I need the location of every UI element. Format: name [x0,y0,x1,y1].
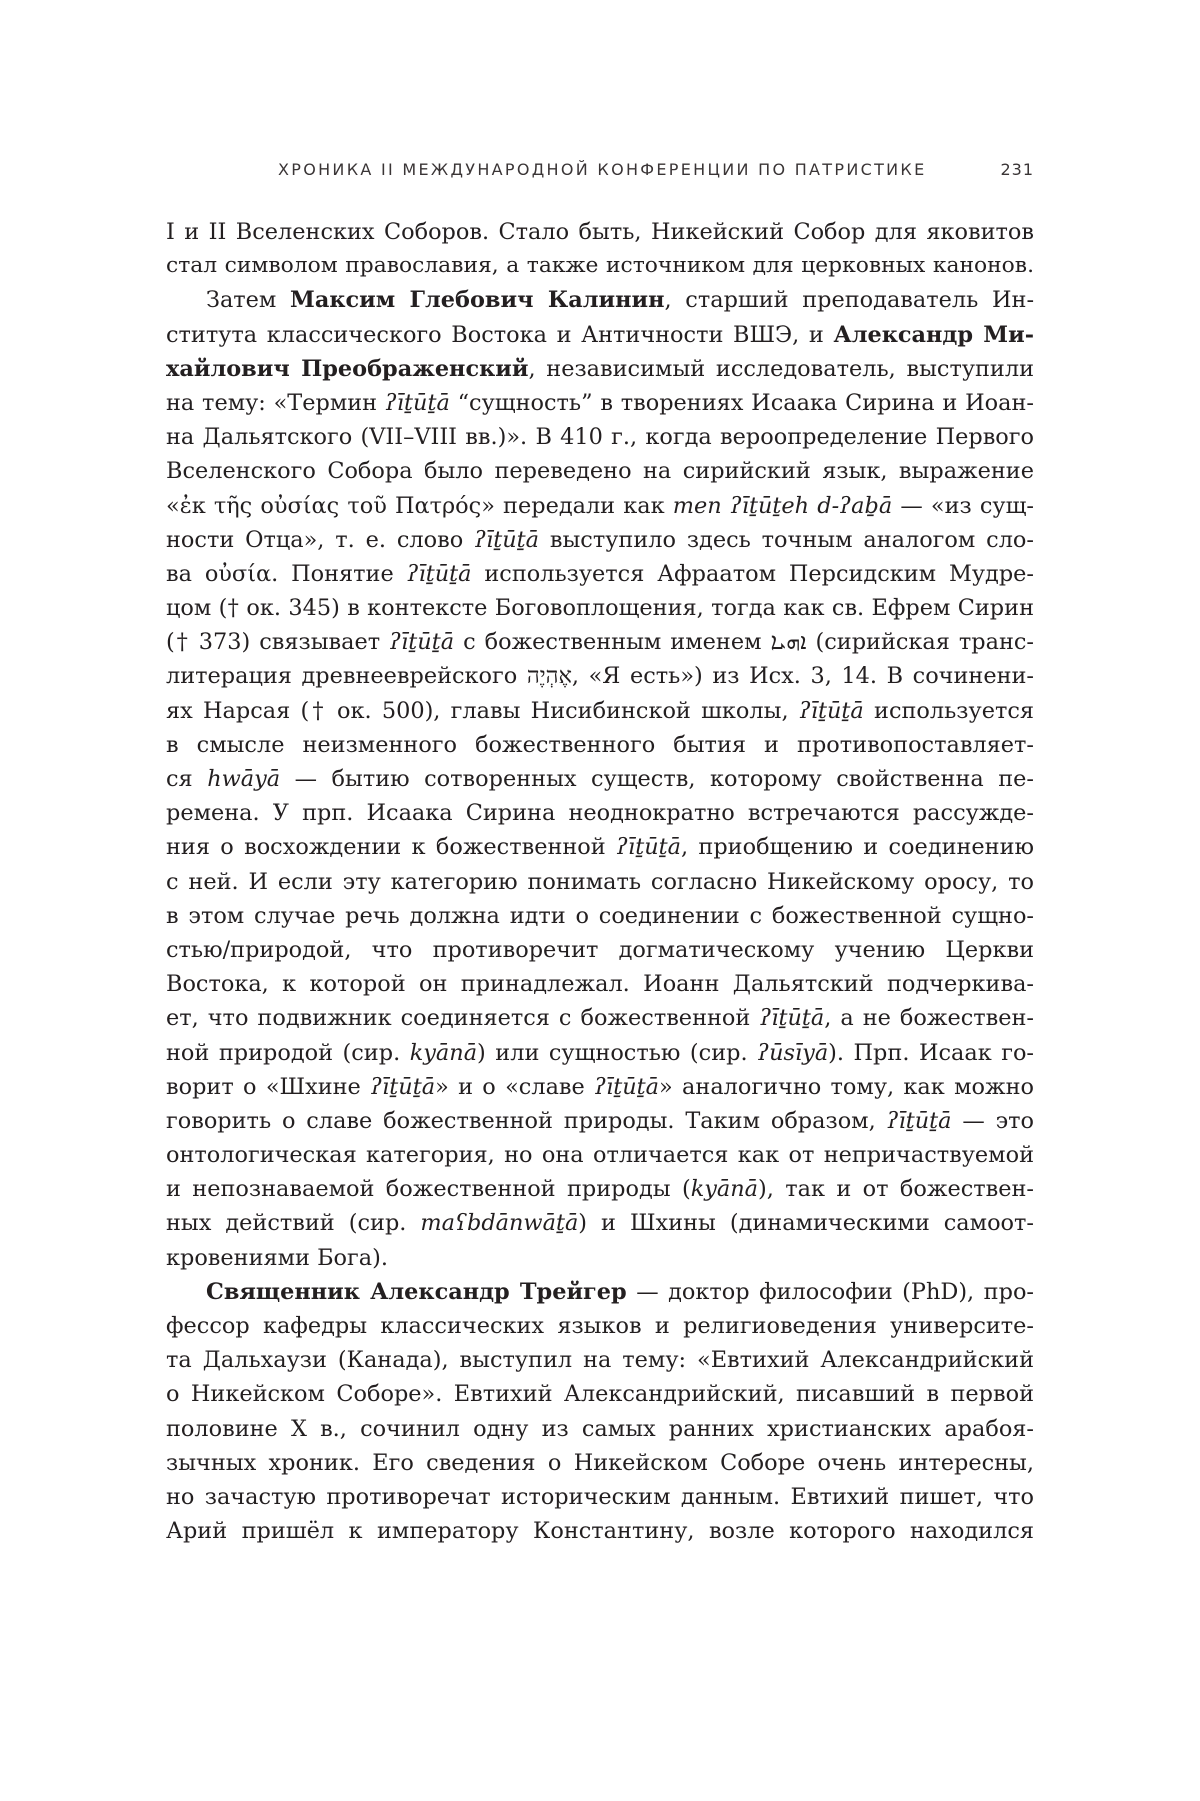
text-run: но зачастую противоречат историческим данным. Евтихий пишет, что [166,1483,1034,1510]
text-line [166,523,1034,557]
transliterated-term: ʔīṯūṯā [370,1073,436,1100]
transliterated-term: ʔūsīyā [757,1039,829,1066]
text-run: стал символом православия, а также источником для церковных канонов. [166,253,1034,279]
text-run: ся [166,766,208,792]
text-line [166,1480,1034,1514]
text-run: ). Прп. Исаак го- [828,1039,1034,1066]
text-line [166,1138,1034,1172]
text-run: стью/природой, что противоречит догматическому учению Церкви [166,936,1034,963]
text-run: о Никейском Соборе». Евтихий Александрийский, писавший в первой [166,1381,1034,1408]
transliterated-term: maʕbdānwāṯā [420,1210,579,1237]
text-run: ет, что подвижник соединяется с божественной [166,1005,760,1032]
text-line [166,694,1034,728]
text-line [166,625,1034,659]
speaker-name: Священник Александр Трейгер [206,1278,627,1305]
text-line [166,1070,1034,1104]
text-run: ной природой (сир. [166,1039,410,1066]
text-run: и непознаваемой божественной природы ( [166,1176,691,1203]
text-run: » и о «славе [435,1073,595,1100]
text-run: , независимый исследователь, выступили [528,355,1034,382]
text-run: , а не божествен- [824,1005,1034,1032]
text-line [166,933,1034,967]
text-line [166,489,1034,523]
transliterated-term: ʔīṯūṯā [759,1005,825,1032]
text-line [166,386,1034,420]
text-run: ях Нарсая († ок. 500), главы Нисибинской школы, [166,697,799,724]
text-run: ) или сущностью (сир. [477,1039,758,1066]
text-run: († 373) связывает [166,629,390,656]
transliterated-term: hwāyā [207,766,281,792]
transliterated-term: ʔīṯūṯā [474,526,540,553]
text-run: Арий пришёл к императору Константину, возле которого находился [166,1518,1034,1545]
text-line [166,283,1034,317]
text-line [166,1514,1034,1548]
text-run: та Дальхаузи (Канада), выступил на тему: «Евтихий Александрийский [166,1347,1034,1374]
text-run: Затем [206,287,291,314]
text-run: с ней. И если эту категорию понимать согласно Никейскому оросу, то [166,868,1034,895]
text-line [166,249,1034,283]
text-run: Востока, к которой он принадлежал. Иоанн Дальятский подчеркива- [166,971,1034,998]
text-line [166,1241,1034,1275]
body-text [166,215,1034,1548]
text-run: в этом случае речь должна идти о соединении с божественной сущно- [166,902,1034,929]
text-line [166,1206,1034,1240]
text-run: , старший преподаватель Ин- [664,287,1035,314]
text-run: с божественным именем ܐܗܝܐ (сирийская транс- [454,629,1034,656]
transliterated-term: ʔīṯūṯā [594,1073,660,1100]
text-line [166,1412,1034,1446]
text-run: ния о восхождении к божественной [166,834,617,861]
text-line [166,1275,1034,1309]
text-line [166,1001,1034,1035]
text-run: «ἐκ τῆς οὐσίας τοῦ Πατρός» передали как [166,492,673,519]
transliterated-term: ʔīṯūṯā [389,629,455,656]
transliterated-term: kyānā [409,1039,478,1066]
text-run: ва οὐσία. Понятие [166,560,407,587]
text-run: I и II Вселенских Соборов. Стало быть, Никейский Собор для яковитов [166,219,1034,245]
text-line [166,728,1034,762]
text-line [166,1104,1034,1138]
text-run: — бытию сотворенных существ, которому свойственна пе- [280,766,1034,792]
text-line [166,591,1034,625]
text-line [166,318,1034,352]
text-run: — доктор философии (PhD), про- [626,1278,1034,1305]
running-title: ХРОНИКА II МЕЖДУНАРОДНОЙ КОНФЕРЕНЦИИ ПО ПАТРИСТИКЕ [278,160,927,179]
text-line [166,865,1034,899]
text-line [166,1309,1034,1343]
text-run: — это [951,1107,1034,1134]
text-run: ), так и от божествен- [758,1176,1034,1203]
text-run: литерация древнееврейского אֶהְיֶה, «Я есть») из Исх. 3, 14. В сочинени- [166,663,1034,690]
text-line [166,1172,1034,1206]
transliterated-term: ʔīṯūṯā [886,1107,952,1134]
text-line [166,420,1034,454]
text-run: — «из сущ- [892,492,1034,519]
text-run: говорить о славе божественной природы. Таким образом, [166,1107,887,1134]
transliterated-term: ʔīṯūṯā [406,560,472,587]
text-run: ремена. У прп. Исаака Сирина неоднократно встречаются рассужде- [166,800,1034,827]
transliterated-term: ʔīṯūṯā [384,389,450,416]
text-line [166,1446,1034,1480]
text-line [166,967,1034,1001]
text-line [166,762,1034,796]
text-run: выступило здесь точным аналогом сло- [539,526,1034,553]
text-run: используется [863,697,1034,724]
running-header [166,160,1034,190]
text-run: ных действий (сир. [166,1210,421,1237]
text-line [166,1343,1034,1377]
text-run: в смысле неизменного божественного бытия и противопоставляет- [166,731,1034,758]
text-run: , приобщению и соединению [680,834,1035,861]
speaker-name: Александр Ми- [833,321,1034,348]
page-number: 231 [1000,160,1034,179]
transliterated-term: kyānā [690,1176,759,1203]
text-run: ститута классического Востока и Античности ВШЭ, и [166,321,834,348]
text-run: половине X в., сочинил одну из самых ранних христианских арабоя- [166,1415,1034,1442]
text-run: цом († ок. 345) в контексте Боговоплощения, тогда как св. Ефрем Сирин [166,595,1034,622]
text-line [166,454,1034,488]
text-line [166,1036,1034,1070]
text-run: на тему: «Термин [166,389,385,416]
text-run: зычных хроник. Его сведения о Никейском Соборе очень интересны, [166,1449,1034,1476]
text-run: кровениями Бога). [166,1244,388,1271]
text-run: “сущность” в творениях Исаака Сирина и Иоан- [449,389,1034,416]
text-run: Вселенского Собора было переведено на сирийский язык, выражение [166,458,1034,485]
text-run: ворит о «Шхине [166,1073,371,1100]
transliterated-term: ʔīṯūṯā [798,697,864,724]
text-run: ности Отца», т. е. слово [166,526,475,553]
text-run: используется Афраатом Персидским Мудре- [471,560,1034,587]
text-run: ) и Шхины (динамическими самоот- [578,1210,1034,1237]
transliterated-term: ʔīṯūṯā [616,834,681,861]
text-line [166,830,1034,864]
text-run: онтологическая категория, но она отличается как от непричаствуемой [166,1142,1034,1169]
text-line [166,1377,1034,1411]
text-run: на Дальятского (VII–VIII вв.)». В 410 г., когда вероопределение Первого [166,424,1034,451]
text-run: фессор кафедры классических языков и религиоведения университе- [166,1313,1034,1339]
text-line [166,659,1034,693]
text-line [166,899,1034,933]
text-line [166,352,1034,386]
text-line [166,557,1034,591]
text-line [166,215,1034,249]
speaker-name: Максим Глебович Калинин [290,287,665,314]
text-run: » аналогично тому, как можно [659,1073,1034,1100]
text-line [166,796,1034,830]
transliterated-term: men ʔīṯūṯeh d-ʔaḇā [672,492,893,519]
speaker-name: хайлович Преображенский [166,355,529,382]
